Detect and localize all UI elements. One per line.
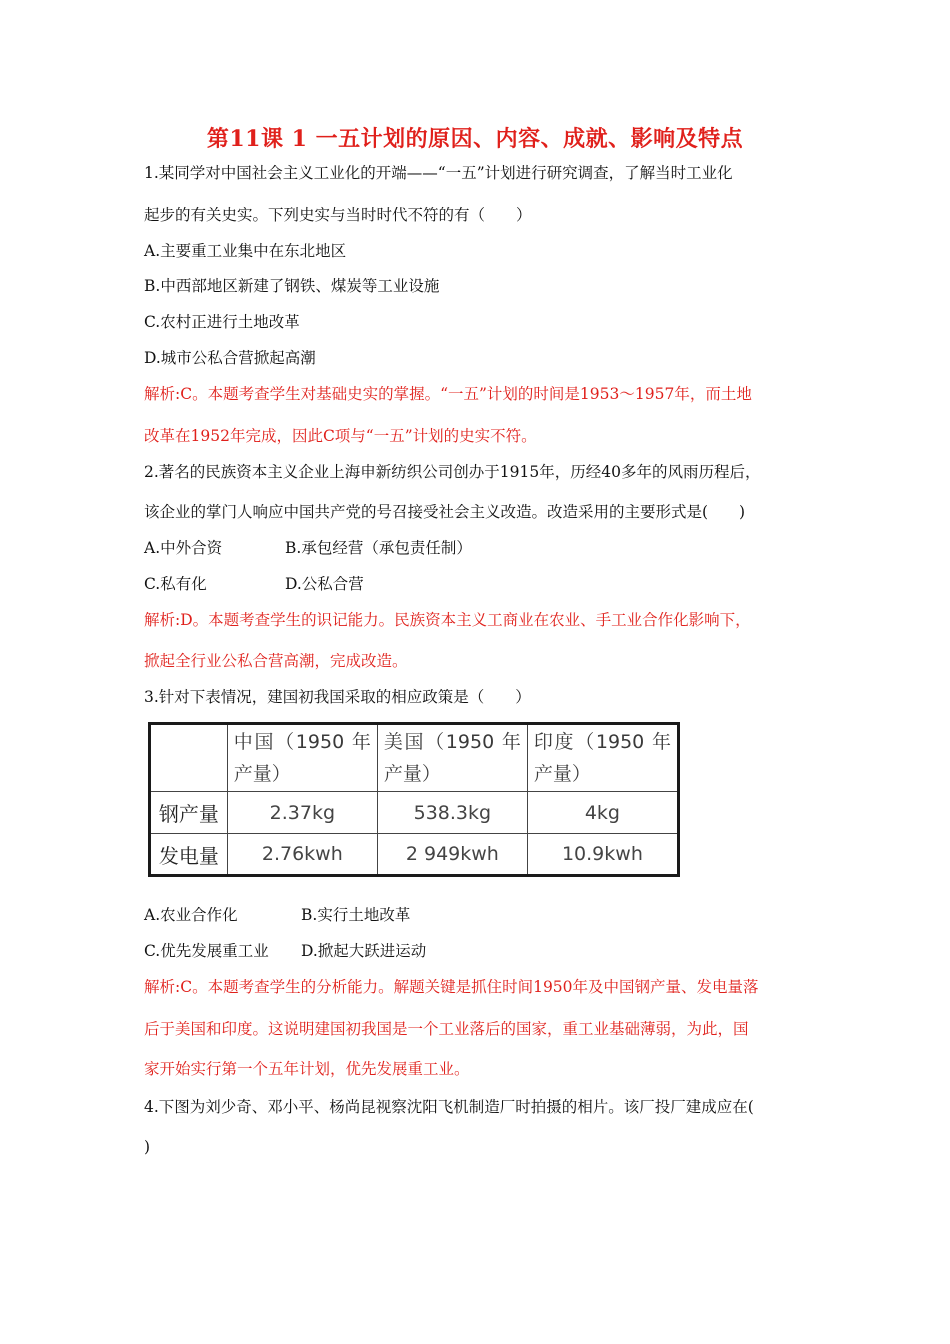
q1-answer-line2: 改革在1952年完成，因此C项与“一五”计划的史实不符。: [144, 427, 537, 445]
table-header-cell: 印度（1950 年产量）: [527, 724, 678, 792]
q1-option-b: B.中西部地区新建了钢铁、煤炭等工业设施: [144, 277, 440, 295]
table-cell: 538.3kg: [377, 792, 527, 834]
table-header-cell: [150, 724, 228, 792]
q3-option-c: C.优先发展重工业: [144, 942, 269, 960]
q3-option-d: D.掀起大跃进运动: [301, 942, 427, 960]
q3-option-b: B.实行土地改革: [301, 906, 411, 924]
production-table: [148, 722, 680, 877]
q3-options-row1: [144, 905, 410, 925]
q1-option-a: A.主要重工业集中在东北地区: [144, 242, 347, 260]
table-cell: 2.37kg: [227, 792, 377, 834]
q2-stem-line1: 2.著名的民族资本主义企业上海申新纺织公司创办于1915年，历经40多年的风雨历程后，: [144, 463, 761, 481]
q2-answer-line1: 解析:D。本题考查学生的识记能力。民族资本主义工商业在农业、手工业合作化影响下，: [144, 611, 751, 629]
q2-options-row2: [144, 574, 364, 594]
q4-stem-line1: 4.下图为刘少奇、邓小平、杨尚昆视察沈阳飞机制造厂时拍摄的相片。该厂投厂建成应在(: [144, 1098, 754, 1116]
q2-option-c: C.私有化: [144, 575, 207, 593]
q2-answer-line2: 掀起全行业公私合营高潮，完成改造。: [144, 652, 408, 670]
q1-option-c: C.农村正进行土地改革: [144, 313, 300, 331]
q1-stem-line1: 1.某同学对中国社会主义工业化的开端——“一五”计划进行研究调查，了解当时工业化: [144, 164, 733, 182]
q3-answer-line2: 后于美国和印度。这说明建国初我国是一个工业落后的国家，重工业基础薄弱，为此，国: [144, 1020, 749, 1038]
table-row-label: 钢产量: [150, 792, 228, 834]
q2-option-d: D.公私合营: [285, 575, 364, 593]
table-header-row: [150, 724, 679, 792]
q2-option-b: B.承包经营（承包责任制）: [285, 539, 472, 557]
q3-option-a: A.农业合作化: [144, 906, 238, 924]
q1-option-d: D.城市公私合营掀起高潮: [144, 349, 316, 367]
q2-option-a: A.中外合资: [144, 539, 223, 557]
table-header-cell: 中国（1950 年产量）: [227, 724, 377, 792]
table-cell: 4kg: [527, 792, 678, 834]
q1-stem-line2: 起步的有关史实。下列史实与当时时代不符的有（ ）: [144, 206, 532, 224]
table-row-label: 发电量: [150, 834, 228, 876]
q3-answer-line1: 解析:C。本题考查学生的分析能力。解题关键是抓住时间1950年及中国钢产量、发电量落: [144, 978, 759, 996]
q3-stem: 3.针对下表情况，建国初我国采取的相应政策是（ ）: [144, 688, 531, 706]
table-row: [150, 834, 679, 876]
table-cell: 2 949kwh: [377, 834, 527, 876]
q2-options-row1: [144, 538, 472, 558]
q3-answer-line3: 家开始实行第一个五年计划，优先发展重工业。: [144, 1060, 470, 1078]
table-header-cell: 美国（1950 年产量）: [377, 724, 527, 792]
table-row: [150, 792, 679, 834]
lesson-title: 第11课 1 一五计划的原因、内容、成就、影响及特点: [206, 126, 744, 152]
q3-options-row2: [144, 941, 426, 961]
q4-stem-line2: ): [144, 1138, 151, 1156]
table-cell: 10.9kwh: [527, 834, 678, 876]
table-cell: 2.76kwh: [227, 834, 377, 876]
q2-stem-line2: 该企业的掌门人响应中国共产党的号召接受社会主义改造。改造采用的主要形式是( ): [144, 503, 746, 521]
q1-answer-line1: 解析:C。本题考查学生对基础史实的掌握。“一五”计划的时间是1953～1957年，而土地: [144, 385, 752, 403]
